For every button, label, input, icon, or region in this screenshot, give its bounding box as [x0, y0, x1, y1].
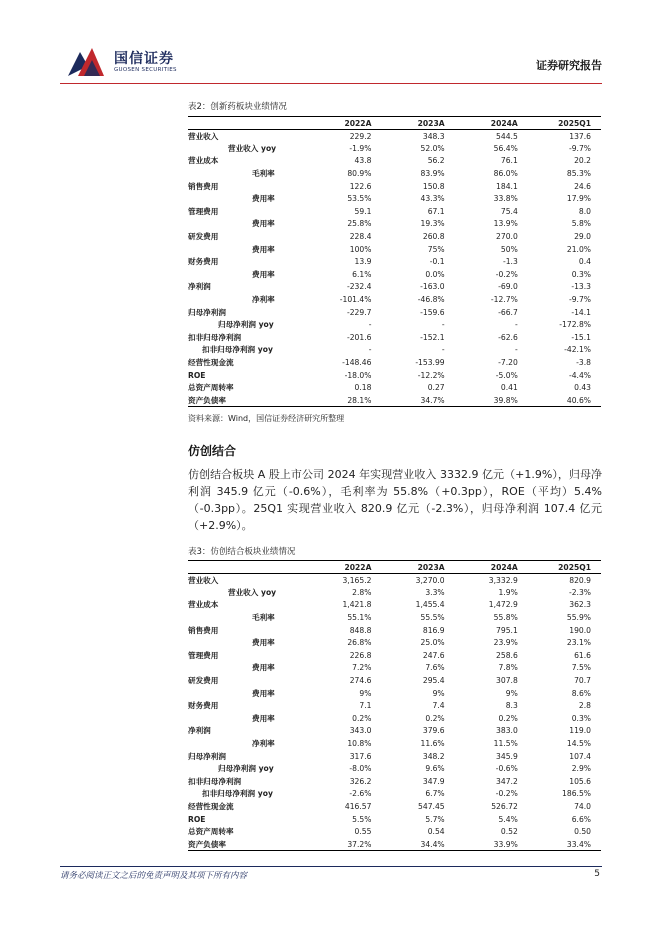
row-label: 销售费用	[188, 625, 219, 635]
table-row	[188, 130, 601, 143]
table-cell: 0.52	[500, 827, 518, 837]
table-cell: -232.4	[346, 282, 372, 292]
table-cell: -1.3	[502, 257, 518, 267]
table-row	[188, 394, 601, 407]
table-cell: -152.1	[420, 332, 445, 342]
column-header-2022a: 2022A	[308, 561, 381, 574]
row-label: 营业成本	[188, 600, 219, 610]
table-cell: 23.1%	[566, 638, 591, 648]
row-label: 净利润	[188, 282, 211, 292]
row-label: 营业收入	[188, 131, 219, 141]
table-cell: 55.9%	[566, 613, 591, 623]
table-cell: 270.0	[496, 232, 518, 242]
row-label: 费用率	[252, 688, 275, 698]
table-cell: -18.0%	[344, 370, 372, 380]
table-cell: 52.0%	[420, 143, 445, 153]
table-row	[188, 699, 601, 712]
table-cell: 56.2	[427, 156, 445, 166]
row-label: 归母净利润	[188, 751, 226, 761]
table-cell: 80.9%	[347, 169, 372, 179]
column-header-2025q1: 2025Q1	[528, 117, 601, 130]
table-cell: 186.5%	[562, 789, 591, 799]
table-cell: -159.6	[420, 307, 445, 317]
row-label: 总资产周转率	[188, 383, 234, 393]
row-label: 费用率	[252, 713, 275, 723]
table-cell: 7.1	[359, 701, 372, 711]
table-cell: -5.0%	[495, 370, 518, 380]
table-row	[188, 356, 601, 369]
table-cell: -12.7%	[490, 295, 518, 305]
row-label: 扣非归母净利润	[188, 332, 242, 342]
table-cell: 53.5%	[347, 194, 372, 204]
table-cell: -9.7%	[568, 143, 591, 153]
table-row	[188, 674, 601, 687]
table-row	[188, 306, 601, 319]
table-cell: 25.8%	[347, 219, 372, 229]
table-cell: -0.2%	[495, 269, 518, 279]
table-cell: 10.8%	[347, 739, 372, 749]
table-row	[188, 574, 601, 587]
row-label: ROE	[188, 814, 206, 824]
table-cell: 3.3%	[425, 587, 445, 597]
footer-disclaimer: 请务必阅读正文之后的免责声明及其项下所有内容	[60, 871, 248, 881]
table-cell: 416.57	[344, 801, 372, 811]
row-label: 扣非归母净利润 yoy	[202, 345, 273, 355]
table-cell: 9.6%	[425, 764, 445, 774]
table-row	[188, 788, 601, 801]
table-cell: 526.72	[491, 801, 518, 811]
table-cell: -7.20	[498, 357, 518, 367]
table-cell: 105.6	[569, 776, 591, 786]
table-cell: -0.2%	[495, 789, 518, 799]
table-cell: 3,270.0	[415, 575, 445, 585]
table-cell: -4.4%	[568, 370, 591, 380]
table-cell: -13.3	[571, 282, 591, 292]
table-row	[188, 142, 601, 155]
table-cell: 25.0%	[420, 638, 445, 648]
table-cell: 0.4	[578, 257, 591, 267]
table-row	[188, 611, 601, 624]
table-cell: 122.6	[349, 181, 372, 191]
table-cell: 5.5%	[352, 814, 372, 824]
table-cell: 7.5%	[571, 663, 591, 673]
row-label: 费用率	[252, 269, 275, 279]
footer-divider	[60, 866, 602, 867]
table-cell: -8.0%	[349, 764, 372, 774]
table-cell: -14.1	[571, 307, 591, 317]
table-row	[188, 838, 601, 851]
table-cell: 75%	[427, 244, 445, 254]
table-cell: 848.8	[349, 625, 372, 635]
table-row	[188, 762, 601, 775]
column-header-2022a: 2022A	[308, 117, 381, 130]
table-cell: 260.8	[422, 232, 445, 242]
table-row	[188, 813, 601, 826]
table-cell: 258.6	[496, 650, 518, 660]
table-cell: 0.2%	[498, 713, 518, 723]
guosen-logo-icon	[66, 46, 106, 78]
table-cell: 11.6%	[420, 739, 445, 749]
column-header-2024a: 2024A	[455, 561, 528, 574]
report-type-title: 证券研究报告	[536, 59, 602, 72]
table-cell: 137.6	[569, 131, 591, 141]
table-row	[188, 180, 601, 193]
table-cell: 343.0	[349, 726, 372, 736]
table-cell: -163.0	[420, 282, 445, 292]
row-label: 营业收入	[188, 575, 219, 585]
table-cell: 190.0	[569, 625, 591, 635]
table-cell: 75.4	[500, 206, 518, 216]
table-cell: 1,421.8	[342, 600, 372, 610]
row-label: 毛利率	[252, 613, 275, 623]
company-name-en: GUOSEN SECURITIES	[114, 67, 177, 73]
table-header-row	[188, 117, 601, 130]
table-cell: 348.3	[422, 131, 445, 141]
row-label: 净利率	[252, 295, 275, 305]
table-cell: 85.3%	[566, 169, 591, 179]
table-cell: -0.6%	[495, 764, 518, 774]
row-label: 扣非归母净利润	[188, 776, 242, 786]
table-cell: 0.54	[427, 827, 445, 837]
table-row	[188, 255, 601, 268]
table-row	[188, 800, 601, 813]
table-row	[188, 636, 601, 649]
row-label: 销售费用	[188, 181, 219, 191]
table-cell: -46.8%	[417, 295, 445, 305]
table-cell: 37.2%	[308, 838, 381, 851]
table-cell: 150.8	[422, 181, 445, 191]
table-cell: 9%	[505, 688, 518, 698]
table-cell: -	[515, 320, 518, 330]
table-cell: 1.9%	[498, 587, 518, 597]
table-cell: 0.18	[354, 383, 372, 393]
table-row	[188, 712, 601, 725]
table-cell: 0.55	[354, 827, 372, 837]
table-cell: 5.7%	[425, 814, 445, 824]
table-cell: -62.6	[498, 332, 518, 342]
table-cell: 107.4	[569, 751, 591, 761]
table-cell: 820.9	[569, 575, 591, 585]
table-cell: 816.9	[422, 625, 445, 635]
table-cell: 0.27	[427, 383, 445, 393]
table-cell: 0.0%	[425, 269, 445, 279]
table-cell: 56.4%	[493, 143, 518, 153]
table-cell: 383.0	[496, 726, 518, 736]
row-label: 费用率	[252, 219, 275, 229]
table-header-row	[188, 561, 601, 574]
row-label: 资产负债率	[188, 394, 308, 407]
table-cell: -15.1	[571, 332, 591, 342]
table-cell: 362.3	[569, 600, 591, 610]
table-row	[188, 331, 601, 344]
row-label: 财务费用	[188, 701, 219, 711]
table-cell: 34.4%	[381, 838, 454, 851]
table-cell: 70.7	[574, 676, 591, 686]
table-cell: 33.8%	[493, 194, 518, 204]
table-cell: 6.7%	[425, 789, 445, 799]
table-cell: 55.5%	[420, 613, 445, 623]
row-label: 归母净利润	[188, 307, 226, 317]
row-label: 净利率	[252, 739, 275, 749]
table-row	[188, 192, 601, 205]
table-cell: 21.0%	[566, 244, 591, 254]
table-cell: 544.5	[496, 131, 518, 141]
table-row	[188, 586, 601, 599]
table-cell: 184.1	[496, 181, 518, 191]
table-cell: 119.0	[569, 726, 591, 736]
row-label: ROE	[188, 370, 206, 380]
row-label: 毛利率	[252, 169, 275, 179]
table-row	[188, 599, 601, 612]
table-cell: 229.2	[349, 131, 372, 141]
table-cell: 795.1	[496, 625, 518, 635]
table1-caption: 表2：创新药板块业绩情况	[188, 102, 287, 112]
table-cell: -201.6	[346, 332, 372, 342]
table-row	[188, 737, 601, 750]
table-cell: 317.6	[349, 751, 372, 761]
table-row	[188, 344, 601, 357]
row-label: 营业成本	[188, 156, 219, 166]
table-cell: -172.8%	[559, 320, 591, 330]
table-row	[188, 155, 601, 168]
table-row	[188, 293, 601, 306]
row-label: 扣非归母净利润 yoy	[202, 789, 273, 799]
table-cell: 20.2	[574, 156, 591, 166]
table-cell: 8.6%	[571, 688, 591, 698]
table-cell: 347.2	[496, 776, 518, 786]
table-cell: 0.50	[574, 827, 591, 837]
company-name-cn: 国信证券	[114, 51, 174, 67]
table-cell: 347.9	[422, 776, 445, 786]
table-cell: 1,455.4	[415, 600, 445, 610]
table-cell: 23.9%	[493, 638, 518, 648]
row-label: 研发费用	[188, 676, 219, 686]
table-cell: 274.6	[349, 676, 372, 686]
table-cell: -2.3%	[568, 587, 591, 597]
table-cell: 29.0	[574, 232, 591, 242]
table-cell: 9%	[432, 688, 445, 698]
table-cell: 13.9	[354, 257, 372, 267]
row-label: 净利润	[188, 726, 211, 736]
table-row	[188, 775, 601, 788]
table-cell: 74.0	[574, 801, 591, 811]
table2-caption: 表3：仿创结合板块业绩情况	[188, 547, 296, 557]
table-cell: 28.1%	[308, 394, 381, 407]
row-label: 费用率	[252, 194, 275, 204]
column-header-label	[188, 561, 308, 574]
table-cell: -66.7	[498, 307, 518, 317]
table-cell: 7.6%	[425, 663, 445, 673]
table-row	[188, 649, 601, 662]
table-cell: 3,165.2	[342, 575, 372, 585]
row-label: 资产负债率	[188, 838, 308, 851]
table-cell: -	[368, 345, 372, 355]
row-label: 营业收入 yoy	[228, 587, 277, 597]
row-label: 费用率	[252, 663, 275, 673]
table-cell: 9%	[359, 688, 372, 698]
table-cell: 39.8%	[455, 394, 528, 407]
table-cell: 0.3%	[571, 269, 591, 279]
row-label: 研发费用	[188, 232, 219, 242]
table-row	[188, 687, 601, 700]
table-cell: 50%	[500, 244, 518, 254]
table-cell: 2.8%	[352, 587, 372, 597]
row-label: 归母净利润 yoy	[218, 320, 274, 330]
table-cell: 14.5%	[566, 739, 591, 749]
row-label: 财务费用	[188, 257, 219, 267]
column-header-2025q1: 2025Q1	[528, 561, 601, 574]
table-cell: 76.1	[500, 156, 518, 166]
table-row	[188, 218, 601, 231]
table-cell: -	[368, 320, 372, 330]
table-cell: 33.4%	[528, 838, 601, 851]
table-cell: -69.0	[498, 282, 518, 292]
table-cell: 7.2%	[352, 663, 372, 673]
row-label: 费用率	[252, 244, 275, 254]
table-cell: 13.9%	[493, 219, 518, 229]
column-header-2024a: 2024A	[455, 117, 528, 130]
header-divider	[60, 83, 602, 84]
column-header-2023a: 2023A	[381, 117, 454, 130]
table-cell: -12.2%	[417, 370, 445, 380]
generic-innovative-performance-table	[188, 560, 601, 851]
table-cell: 61.6	[574, 650, 591, 660]
table-cell: 326.2	[349, 776, 372, 786]
row-label: 营业收入 yoy	[228, 143, 277, 153]
table-cell: 0.41	[500, 383, 518, 393]
table-cell: 7.8%	[498, 663, 518, 673]
table-row	[188, 167, 601, 180]
table1-source: 资料来源：Wind，国信证券经济研究所整理	[188, 414, 345, 423]
table-cell: 86.0%	[493, 169, 518, 179]
table-cell: 19.3%	[420, 219, 445, 229]
innovative-drug-performance-table	[188, 116, 601, 407]
table-cell: -3.8	[576, 357, 591, 367]
table-cell: -	[441, 320, 445, 330]
section-title: 仿创结合	[188, 444, 237, 458]
table-cell: 55.1%	[347, 613, 372, 623]
table-cell: 2.8	[578, 701, 591, 711]
table-cell: 295.4	[422, 676, 445, 686]
table-cell: 547.45	[418, 801, 445, 811]
table-cell: 59.1	[354, 206, 372, 216]
table-cell: -229.7	[346, 307, 372, 317]
table-cell: 5.8%	[571, 219, 591, 229]
table-cell: 24.6	[574, 181, 591, 191]
table-cell: 2.9%	[571, 764, 591, 774]
column-header-label	[188, 117, 308, 130]
table-cell: -0.1	[429, 257, 445, 267]
table-cell: 33.9%	[455, 838, 528, 851]
table-cell: -148.46	[342, 357, 372, 367]
table-cell: 226.8	[349, 650, 372, 660]
table-row	[188, 205, 601, 218]
table-cell: 348.2	[422, 751, 445, 761]
table-cell: 7.4	[432, 701, 445, 711]
page-header	[0, 0, 662, 86]
table-cell: 1,472.9	[488, 600, 518, 610]
table-cell: 345.9	[496, 751, 518, 761]
table-row	[188, 662, 601, 675]
table-row	[188, 825, 601, 838]
table-cell: -101.4%	[339, 295, 372, 305]
column-header-2023a: 2023A	[381, 561, 454, 574]
section-paragraph: 仿创结合板块 A 股上市公司 2024 年实现营业收入 3332.9 亿元（+1.9%），归母净利润 345.9 亿元（-0.6%），毛利率为 55.8%（+0.3pp），ROE（平均）5.4%（-0.3pp）。25Q1 实现营业收入 820.9 亿元（-2.3%），归母净利润 107.4 亿元（+2.9%）。	[188, 468, 602, 532]
table-row	[188, 281, 601, 294]
row-label: 经营性现金流	[188, 801, 234, 811]
table-row	[188, 243, 601, 256]
table-cell: 0.3%	[571, 713, 591, 723]
table-row	[188, 624, 601, 637]
table-cell: 6.1%	[352, 269, 372, 279]
page-number: 5	[594, 869, 600, 879]
table-cell: 247.6	[422, 650, 445, 660]
table-cell: 40.6%	[528, 394, 601, 407]
table-cell: 228.4	[349, 232, 372, 242]
table-cell: 5.4%	[498, 814, 518, 824]
table-cell: -1.9%	[349, 143, 372, 153]
table-row	[188, 750, 601, 763]
table-cell: 67.1	[427, 206, 445, 216]
table-cell: 379.6	[422, 726, 445, 736]
row-label: 归母净利润 yoy	[218, 764, 274, 774]
table-row	[188, 725, 601, 738]
row-label: 经营性现金流	[188, 357, 234, 367]
table-cell: 17.9%	[566, 194, 591, 204]
table-row	[188, 369, 601, 382]
table-cell: 11.5%	[493, 739, 518, 749]
row-label: 管理费用	[188, 650, 219, 660]
table-cell: -9.7%	[568, 295, 591, 305]
table-cell: 6.6%	[571, 814, 591, 824]
table-cell: -42.1%	[564, 345, 591, 355]
table-row	[188, 381, 601, 394]
table-cell: 43.3%	[420, 194, 445, 204]
table-cell: 307.8	[496, 676, 518, 686]
table-row	[188, 230, 601, 243]
table-cell: 0.2%	[425, 713, 445, 723]
table-cell: 8.0	[578, 206, 591, 216]
table-cell: 26.8%	[347, 638, 372, 648]
table-cell: 83.9%	[420, 169, 445, 179]
table-row	[188, 318, 601, 331]
table-cell: 0.2%	[352, 713, 372, 723]
table-cell: 43.8	[354, 156, 372, 166]
row-label: 总资产周转率	[188, 827, 234, 837]
table-cell: 0.43	[574, 383, 591, 393]
row-label: 管理费用	[188, 206, 219, 216]
row-label: 费用率	[252, 638, 275, 648]
table-row	[188, 268, 601, 281]
table-cell: 55.8%	[493, 613, 518, 623]
table-cell: -	[441, 345, 445, 355]
table-cell: 100%	[349, 244, 372, 254]
table-cell: 34.7%	[381, 394, 454, 407]
table-cell: -2.6%	[349, 789, 372, 799]
table-cell: 3,332.9	[488, 575, 518, 585]
table-cell: -153.99	[415, 357, 445, 367]
table-cell: -	[515, 345, 518, 355]
table-cell: 8.3	[505, 701, 518, 711]
